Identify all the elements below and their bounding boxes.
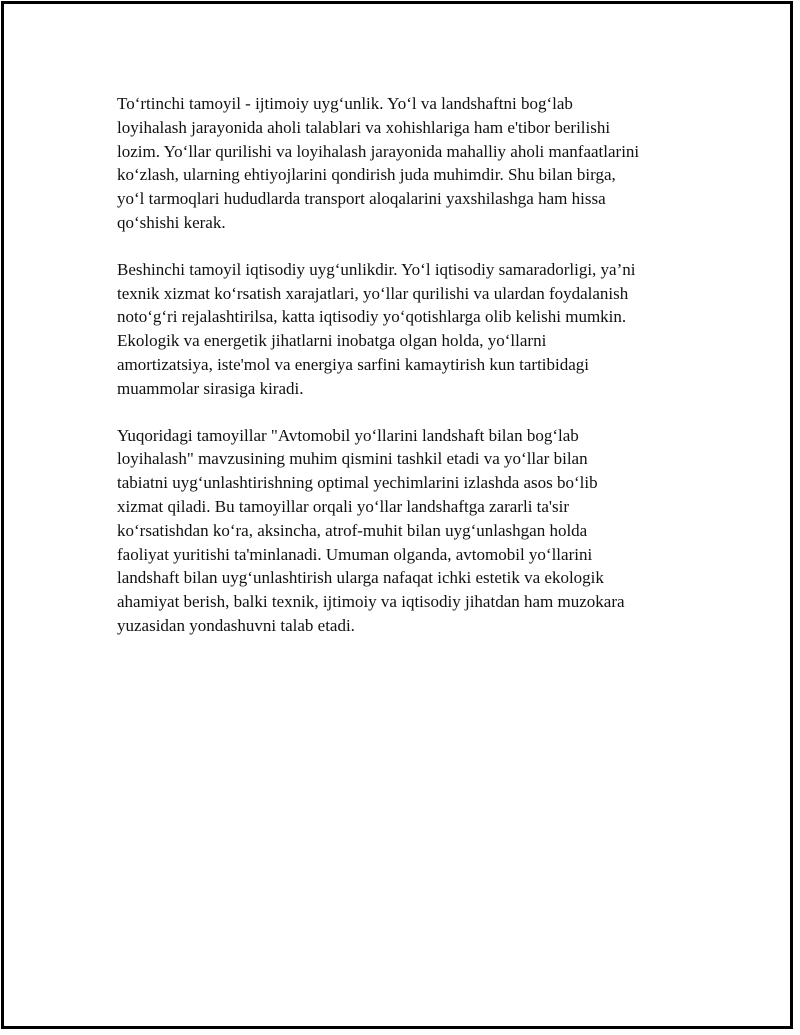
- paragraph-fourth-principle: To‘rtinchi tamoyil - ijtimoiy uyg‘unlik. Yo‘l va landshaftni bog‘lab loyihalash jarayonida aholi talablari va xohishlariga ham e'tibor berilishi lozim. Yo‘llar qurilishi va loyihalash jarayonida mahalliy aholi manfaatlarini ko‘zlash, ularning ehtiyojlarini qondirish juda muhimdir. Shu bilan birga, yo‘l tarmoqlari hududlarda transport aloqalarini yaxshilashga ham hissa qo‘shishi kerak.: [117, 94, 640, 232]
- document-body: [117, 92, 707, 661]
- paragraph-fifth-principle: Beshinchi tamoyil iqtisodiy uyg‘unlikdir. Yo‘l iqtisodiy samaradorligi, ya’ni texnik xizmat ko‘rsatish xarajatlari, yo‘llar qurilishi va ulardan foydalanish noto‘g‘ri rejalashtirilsa, katta iqtisodiy yo‘qotishlarga olib kelishi mumkin. Ekologik va energetik jihatlarni inobatga olgan holda, yo‘llarni amortizatsiya, iste'mol va energiya sarfini kamaytirish kun tartibidagi muammolar sirasiga kiradi.: [117, 259, 636, 398]
- paragraph-conclusion: Yuqoridagi tamoyillar "Avtomobil yo‘llarini landshaft bilan bog‘lab loyihalash" mavzusining muhim qismini tashkil etadi va yo‘llar bilan tabiatni uyg‘unlashtirishning optimal yechimlarini izlashda asos bo‘lib xizmat qiladi. Bu tamoyillar orqali yo‘llar landshaftga zararli ta'sir ko‘rsatishdan ko‘ra, aksincha, atrof-muhit bilan uyg‘unlashgan holda faoliyat yuritishi ta'minlanadi. Umuman olganda, avtomobil yo‘llarini landshaft bilan uyg‘unlashtirish ularga nafaqat ichki estetik va ekologik ahamiyat berish, balki texnik, ijtimoiy va iqtisodiy jihatdan ham muzokara yuzasidan yondashuvni talab etadi.: [117, 425, 625, 635]
